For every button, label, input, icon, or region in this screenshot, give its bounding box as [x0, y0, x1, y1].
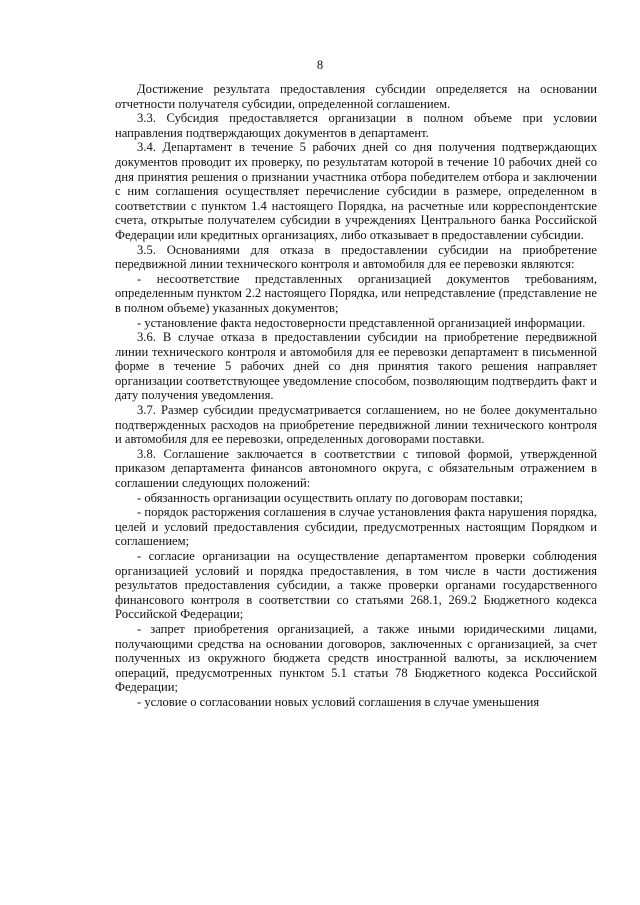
paragraph-3-8: 3.8. Соглашение заключается в соответствии с типовой формой, утвержденной приказом департамента финансов автономного округа, с обязательным отражением в соглашении следующих положений:: [115, 446, 597, 491]
paragraph-3-7: 3.7. Размер субсидии предусматривается соглашением, но не более документально подтвержденных расходов на приобретение передвижной линии технического контроля и автомобиля для ее перевозки, определенных договорами поставки.: [115, 403, 597, 447]
document-body: [115, 82, 597, 710]
list-item-audit-consent: - согласие организации на осуществление департаментом проверки соблюдения организацией условий и порядка предоставления, в том числе в части достижения результатов предоставления субсидии, а также проверки органами государственного финансового контроля в соответствии со статьями 268.1, 269.2 Бюджетного кодекса Российской Федерации;: [115, 549, 597, 622]
list-item-currency-ban: - запрет приобретения организацией, а также иными юридическими лицами, получающими средства на основании договоров, заключенных с организацией, за счет полученных из окружного бюджета средств иностранной валюты, за исключением операций, предусмотренных пунктом 5.1 статьи 78 Бюджетного кодекса Российской Федерации;: [115, 621, 597, 695]
list-item-payment-obligation: - обязанность организации осуществить оплату по договорам поставки;: [137, 490, 524, 505]
page-number: 8: [316, 58, 324, 72]
paragraph-3-4: 3.4. Департамент в течение 5 рабочих дней со дня получения подтверждающих документов проводит их проверку, по результатам которой в течение 10 рабочих дней со дня принятия решения о признании участника отбора победителем отбора и заключении с ним соглашения осуществляет перечисление субсидии в размере, определенном в соответствии с пунктом 1.4 настоящего Порядка, на расчетные или корреспондентские счета, открытые получателем субсидии в учреждениях Центрального банка Российской Федерации или кредитных организациях, либо отказывает в предоставлении субсидии.: [115, 140, 597, 242]
list-item-unreliable-info: - установление факта недостоверности представленной организацией информации.: [137, 315, 586, 330]
paragraph-result: Достижение результата предоставления субсидии определяется на основании отчетности получателя субсидии, определенной соглашением.: [115, 82, 597, 111]
paragraph-3-5: 3.5. Основаниями для отказа в предоставлении субсидии на приобретение передвижной линии технического контроля и автомобиля для ее перевозки являются:: [115, 242, 597, 272]
list-item-termination-procedure: - порядок расторжения соглашения в случае установления факта нарушения порядка, целей и условий предоставления субсидии, предусмотренных настоящим Порядком и соглашением;: [115, 505, 597, 549]
paragraph-3-6: 3.6. В случае отказа в предоставлении субсидии на приобретение передвижной линии технического контроля и автомобиля для ее перевозки департамент в письменной форме в течение 5 рабочих дней со дня принятия такого решения направляет организации соответствующее уведомление способом, позволяющим подтвердить факт и дату получения уведомления.: [115, 330, 597, 403]
list-item-new-terms: - условие о согласовании новых условий соглашения в случае уменьшения: [137, 694, 540, 709]
list-item-nonconformity: - несоответствие представленных организацией документов требованиям, определенным пунктом 2.2 настоящего Порядка, или непредставление (представление не в полном объеме) указанных документов;: [115, 271, 597, 315]
paragraph-3-3: 3.3. Субсидия предоставляется организации в полном объеме при условии направления подтверждающих документов в департамент.: [115, 111, 597, 140]
